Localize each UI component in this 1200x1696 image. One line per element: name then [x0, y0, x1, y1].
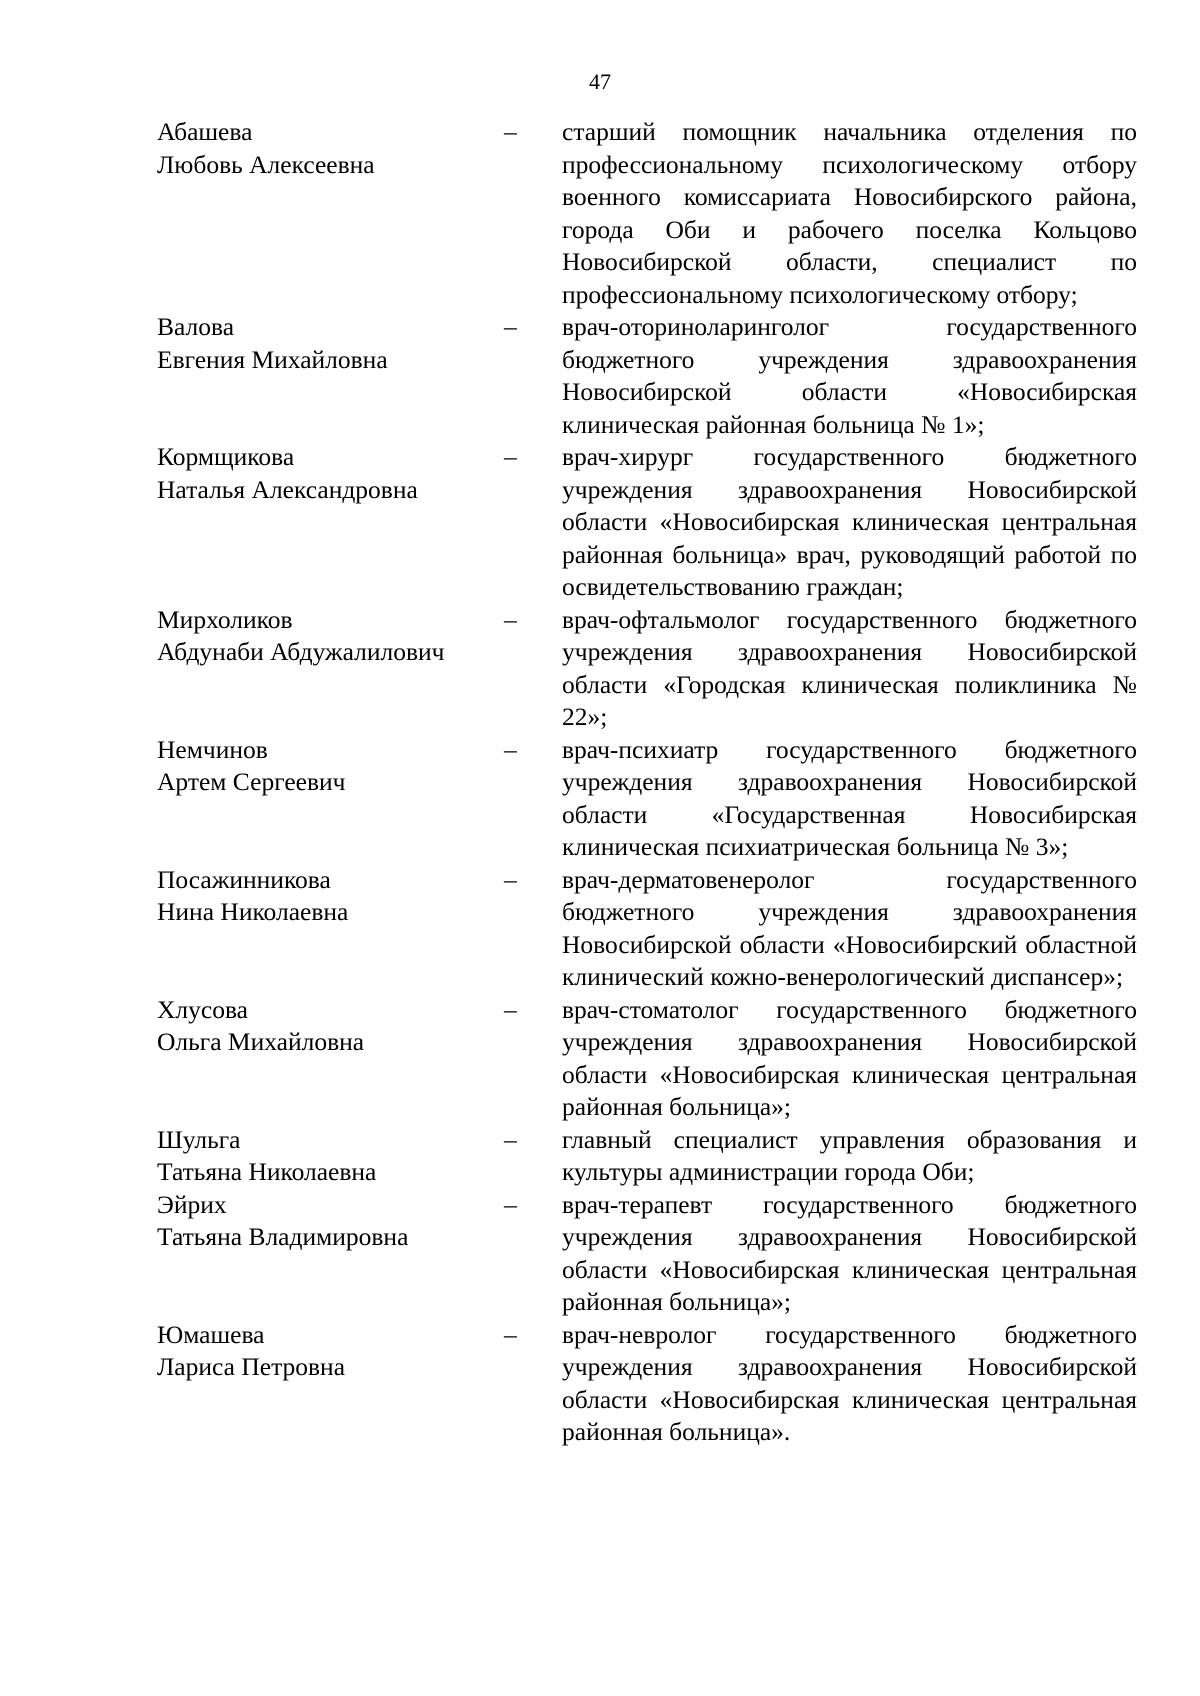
- list-item: [157, 994, 1137, 1124]
- member-position: врач-стоматолог государственного бюджетного учреждения здравоохранения Новосибирской области «Новосибирская клиническая центральная районная больница»;: [562, 994, 1137, 1121]
- member-name: [157, 1189, 504, 1254]
- list-item: [157, 604, 1137, 734]
- member-given-name: Евгения Михайловна: [157, 344, 388, 374]
- member-given-name: Ольга Михайловна: [157, 1027, 365, 1056]
- member-position: врач-невролог государственного бюджетного учреждения здравоохранения Новосибирской области «Новосибирская клиническая центральная районная больница».: [562, 1319, 1137, 1446]
- member-name: [157, 1319, 504, 1384]
- separator-dash: –: [504, 604, 517, 634]
- member-surname: Шульга: [157, 1124, 241, 1154]
- separator-dash: –: [504, 312, 517, 341]
- member-position: врач-офтальмолог государственного бюджетного учреждения здравоохранения Новосибирской области «Городская клиническая поликлиника № 22»;: [562, 604, 1137, 731]
- list-item: [157, 116, 1137, 311]
- separator-dash: –: [504, 117, 517, 146]
- member-given-name: Любовь Алексеевна: [157, 149, 375, 179]
- list-item: [157, 1189, 1137, 1319]
- member-name: [157, 116, 504, 181]
- member-name: [157, 604, 504, 669]
- separator-dash: –: [504, 442, 517, 471]
- list-item: [157, 1319, 1137, 1449]
- commission-members-list: [157, 116, 1137, 1449]
- member-surname: Валова: [157, 312, 235, 341]
- member-name: [157, 441, 504, 506]
- member-surname: Юмашева: [157, 1319, 265, 1349]
- member-given-name: Татьяна Владимировна: [157, 1222, 409, 1251]
- member-position: старший помощник начальника отделения по профессиональному психологическому отбору военного комиссариата Новосибирского района, города Оби и рабочего поселка Кольцово Новосибирской области, специалист по профессиональному психологическому отбору;: [562, 117, 1137, 309]
- separator-dash: –: [504, 994, 517, 1024]
- member-position: врач-оториноларинголог государственного бюджетного учреждения здравоохранения Новосибирской области «Новосибирская клиническая районная больница № 1»;: [562, 312, 1137, 439]
- member-surname: Немчинов: [157, 734, 268, 764]
- list-item: [157, 864, 1137, 994]
- member-surname: Эйрих: [157, 1189, 227, 1219]
- member-name: [157, 864, 504, 929]
- list-item: [157, 1124, 1137, 1189]
- member-given-name: Нина Николаевна: [157, 897, 349, 926]
- member-position: врач-хирург государственного бюджетного учреждения здравоохранения Новосибирской области «Новосибирская клиническая центральная районная больница» врач, руководящий работой по освидетельствованию граждан;: [562, 442, 1137, 601]
- separator-dash: –: [504, 734, 517, 764]
- member-given-name: Лариса Петровна: [157, 1352, 346, 1381]
- list-item: [157, 311, 1137, 441]
- separator-dash: –: [504, 1189, 517, 1219]
- member-given-name: Татьяна Николаевна: [157, 1157, 377, 1186]
- separator-dash: –: [504, 1319, 517, 1349]
- member-position: врач-дерматовенеролог государственного бюджетного учреждения здравоохранения Новосибирской области «Новосибирский областной клинический кожно-венерологический диспансер»;: [562, 864, 1137, 991]
- page-number: 47: [589, 69, 611, 94]
- separator-dash: –: [504, 1124, 517, 1154]
- member-surname: Мирхоликов: [157, 604, 293, 634]
- member-position: врач-психиатр государственного бюджетного учреждения здравоохранения Новосибирской области «Государственная Новосибирская клиническая психиатрическая больница № 3»;: [562, 734, 1137, 861]
- member-given-name: Абдунаби Абдужалилович: [157, 637, 445, 666]
- member-surname: Абашева: [157, 117, 253, 146]
- member-name: [157, 311, 504, 376]
- member-position: главный специалист управления образования и культуры администрации города Оби;: [562, 1124, 1137, 1186]
- list-item: [157, 734, 1137, 864]
- member-position: врач-терапевт государственного бюджетного учреждения здравоохранения Новосибирской области «Новосибирская клиническая центральная районная больница»;: [562, 1189, 1137, 1316]
- member-surname: Посажинникова: [157, 864, 331, 894]
- separator-dash: –: [504, 864, 517, 894]
- member-surname: Хлусова: [157, 994, 248, 1024]
- member-name: [157, 994, 504, 1059]
- member-name: [157, 1124, 504, 1189]
- list-item: [157, 441, 1137, 604]
- member-given-name: Артем Сергеевич: [157, 767, 346, 796]
- member-surname: Кормщикова: [157, 442, 295, 471]
- member-given-name: Наталья Александровна: [157, 474, 418, 504]
- member-name: [157, 734, 504, 799]
